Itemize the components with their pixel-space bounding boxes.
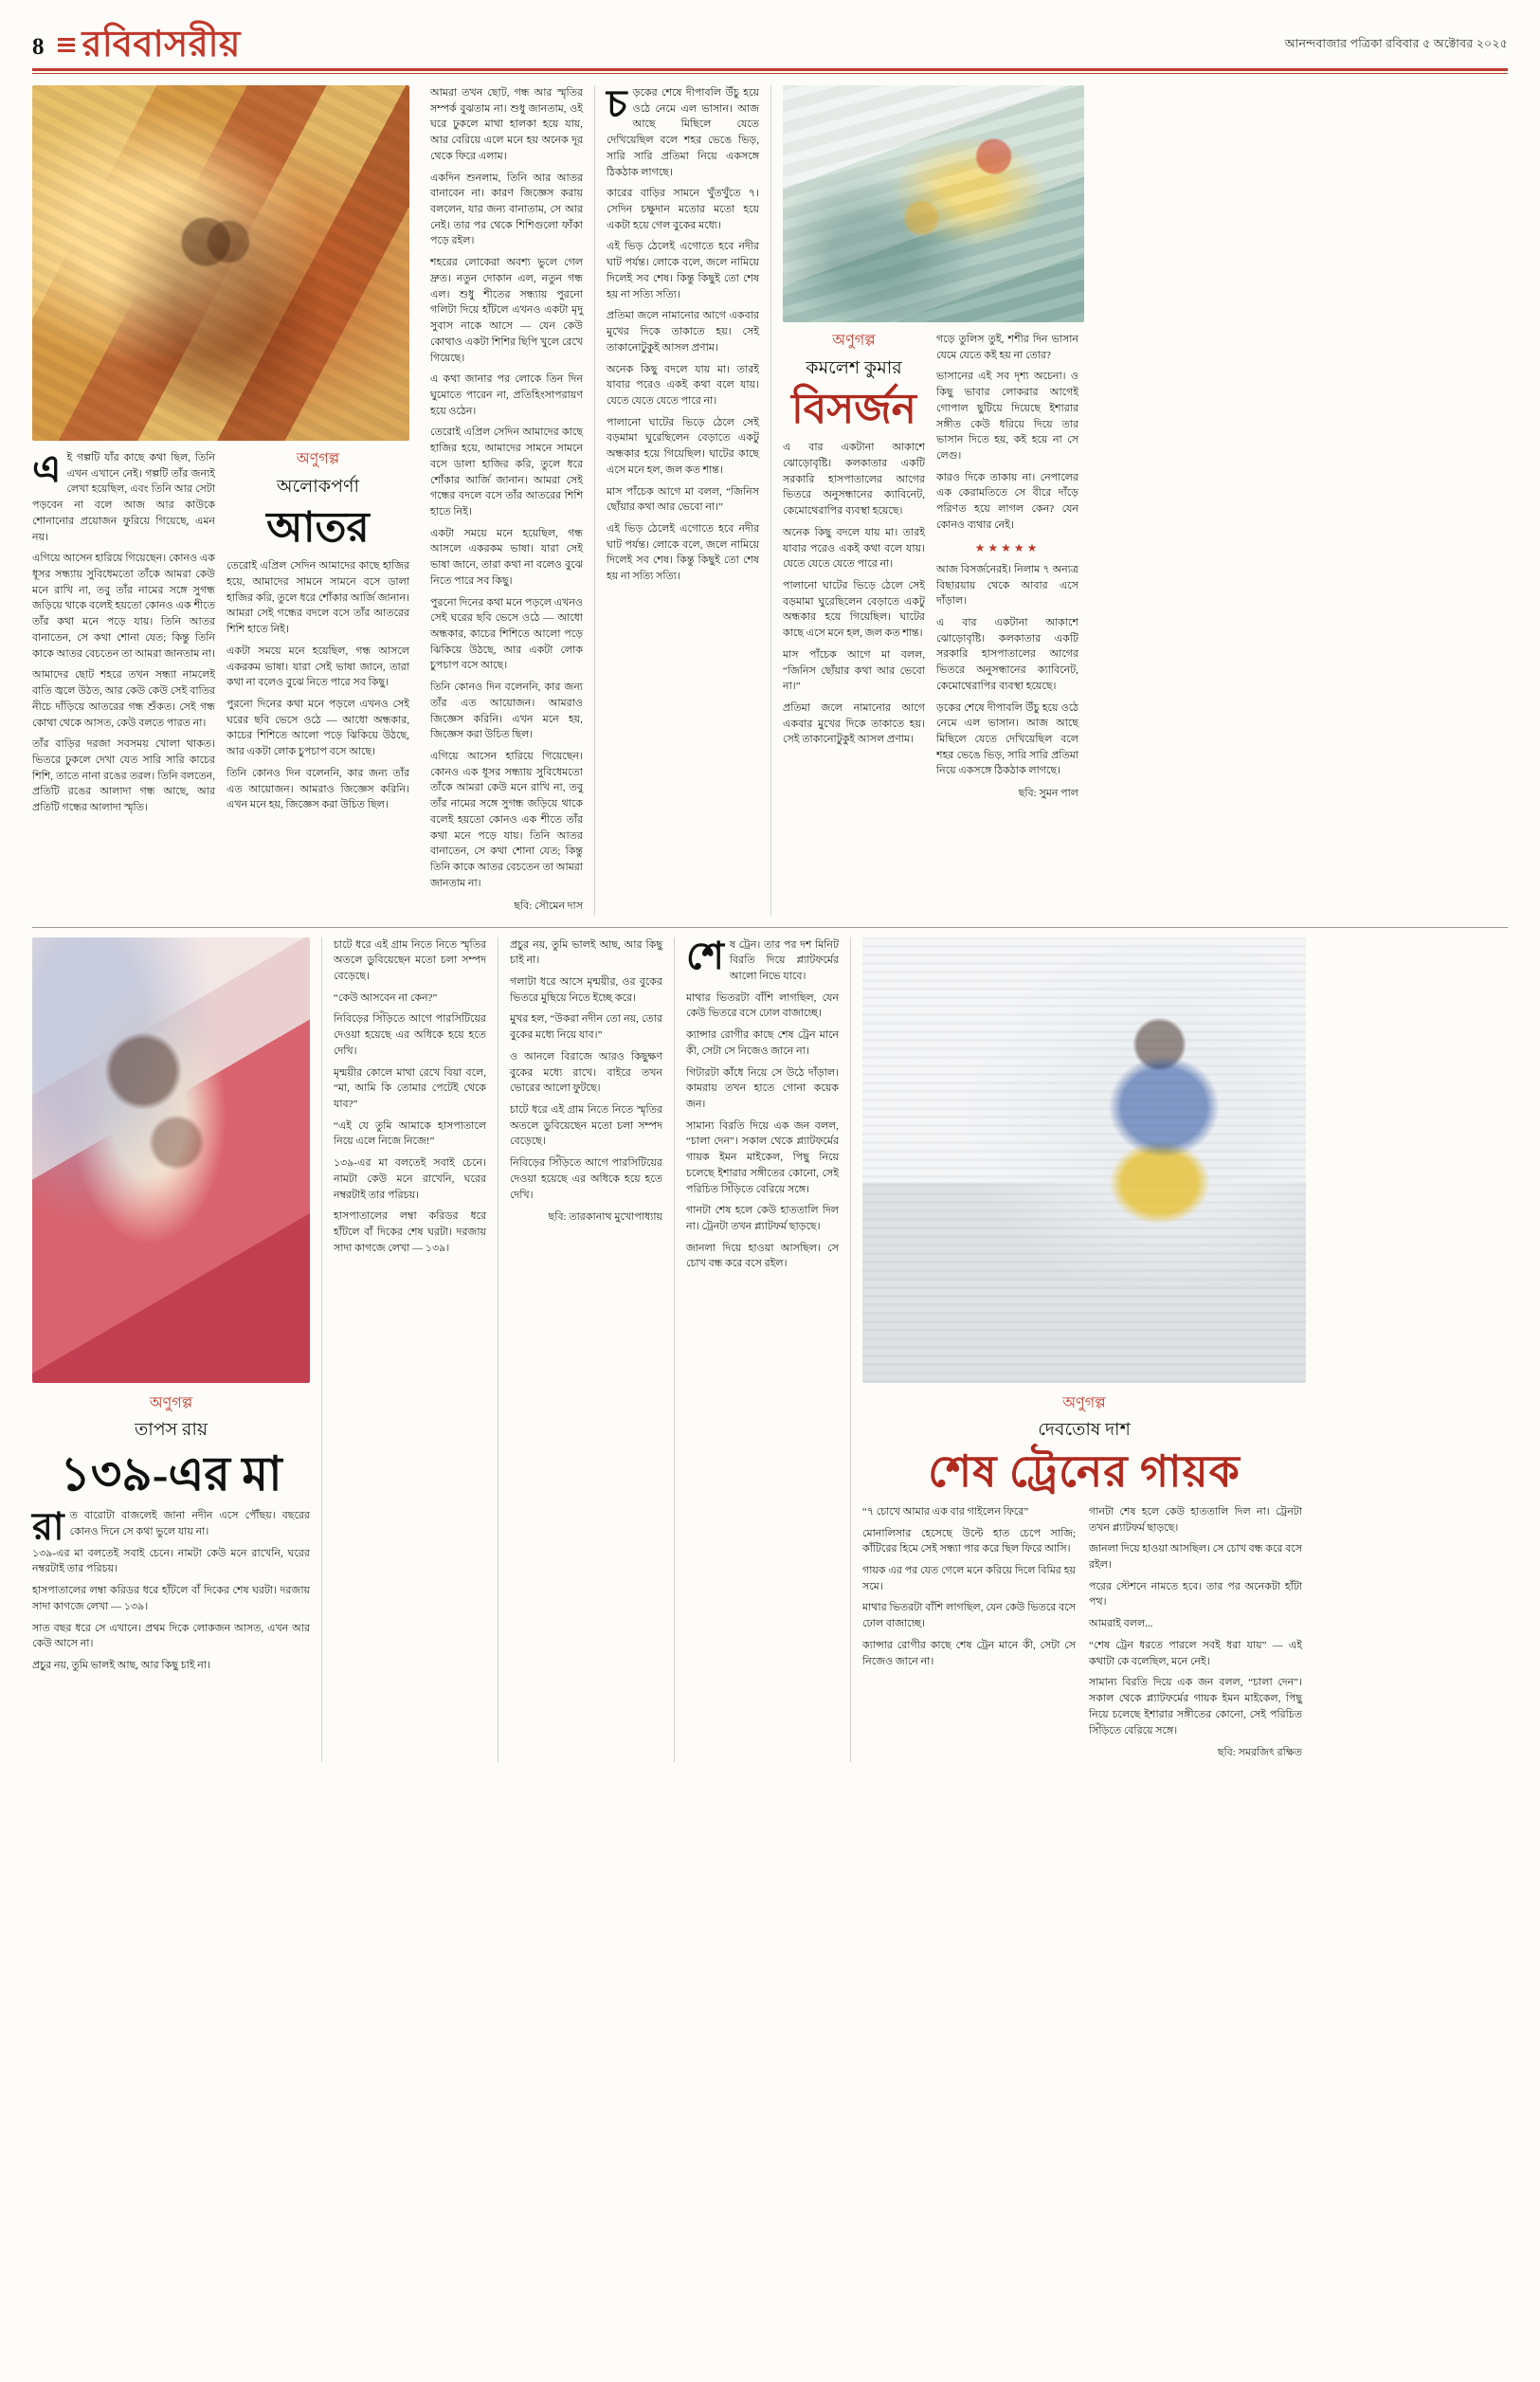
article-atar-col3 [419, 85, 595, 916]
bis-c1p7: মাস পাঁচেক আগে মা বলল, “জিনিস ছোঁয়ার কথা আর ভেবো না।” [607, 485, 759, 514]
bis-c1p4: প্রতিমা জলে নামানোর আগে একবার মুখের দিকে তাকাতে হয়। সেই তাকানোটুকুই আসল প্রণাম। [607, 310, 759, 354]
atar-headline: আতর [266, 503, 370, 551]
train-col3 [1089, 1504, 1302, 1738]
ma139-byline: তাপস রায় [134, 1420, 208, 1441]
ma-c3p2: গলাটা ধরে আসে মৃন্ময়ীর, ওর বুকের ভিতরে মুছিয়ে নিতে ইচ্ছে করে। [510, 975, 662, 1004]
atar-c2p3: পুরনো দিনের কথা মনে পড়লে এখনও সেই ঘরের ছবি ভেসে ওঠে — আধো অন্ধকার, কাচের শিশিতে আলো পড়ে ঝিকিয়ে উঠছে, আর একটা লোক চুপচাপ বসে আছে। [226, 698, 409, 758]
tr-c2p3: গায়ক এর পর যেত গেলে মনে করিয়ে দিলে বিমির হয় সমে। [862, 1565, 1076, 1592]
tr-c3p2: জানলা দিয়ে হাওয়া আসছিল। সে চোখ বন্ধ করে বসে রইল। [1089, 1543, 1302, 1572]
bisarjan-col3 [936, 332, 1078, 779]
artwork-train [862, 937, 1306, 1383]
bis-c3p5: এ বার একটানা আকাশে ঝোড়োবৃষ্টি। কলকাতার একটি সরকারি হাসপাতালের আগের ভিতরে অনুসন্ধানের ক্যাবিনেট, কেমোথেরাপির ব্যবস্থা হয়েছে। [936, 617, 1078, 692]
ma-c1p4: সাত বছর ধরে সে এখানে। প্রথম দিকে লোকজন আসত, এখন আর কেউ আসে না। [32, 1622, 310, 1650]
train-col2 [862, 1504, 1076, 1669]
bis-c2p5: প্রতিমা জলে নামানোর আগে একবার মুখের দিকে তাকাতে হয়। সেই তাকানোটুকুই আসল প্রণাম। [783, 701, 925, 746]
section-title: রবিবাসরীয় [58, 27, 241, 63]
tr-c3p1: গানটা শেষ হলে কেউ হাততালি দিল না। ট্রেনটা তখন প্ল্যাটফর্ম ছাড়ছে। [1089, 1505, 1302, 1534]
bisarjan-byline: কমলেশ কুমার [806, 357, 902, 378]
tr-c3p6: সামান্য বিরতি দিয়ে এক জন বলল, “চালা দেন”। সকাল থেকে প্ল্যাটফর্মের গায়ক ইমন মাইকেল, পিছু নিয়ে চলেছে ইশারার সঙ্গীতের কোনো, সেই পরিচিত সিঁড়িতে বেরিয়ে সঙ্গে। [1089, 1677, 1302, 1736]
ma-c3p4: ও আনলে বিরাজে আরও কিছুক্ষণ বুকের মধ্যে রাখে। বাইরে তখন ভোরের আলো ফুটছে। [510, 1050, 662, 1095]
atar-c2p1: তেরোই এপ্রিল সেদিন আমাদের কাছে হাজির হয়ে, আমাদের সামনে সামনে বসে ডালা হাজির করি, তুলে ধরে শোঁকার আর্জি জানান। আমরা সেই গন্ধের বদলে বসে তাঁর আতরের শিশি হাতে নিই। [226, 560, 409, 636]
bis-c2p1: এ বার একটানা আকাশে ঝোড়োবৃষ্টি। কলকাতার একটি সরকারি হাসপাতালের আগের ভিতরে অনুসন্ধানের ক্যাবিনেট, কেমোথেরাপির ব্যবস্থা হয়েছে। [783, 442, 925, 518]
bis-c2p4: মাস পাঁচেক আগে মা বলল, “জিনিস ছোঁয়ার কথা আর ভেবো না।” [783, 648, 925, 693]
bis-c1p6: পালানো ঘাটের ভিড়ে ঠেলে সেই বড়মামা ঘুরেছিলেন বেড়াতে একটু অন্ধকার হয়ে গিয়েছিল। ঘাটের কাছে এসে মনে হল, জল কত শান্ত। [607, 416, 759, 476]
bis-c2p2: অনেক কিছু বদলে যায় মা। তারই যাবার পরেও একই কথা বলে যায়। যেতে যেতে যেতে পারে না। [783, 526, 925, 571]
ma-c1p2: ১৩৯-এর মা বলতেই সবাই চেনে। নামটা কেউ মনে রাখেনি, ঘরের নম্বরটাই তার পরিচয়। [32, 1547, 310, 1575]
atar-c3p5: তেরোই এপ্রিল সেদিন আমাদের কাছে হাজির হয়ে, আমাদের সামনে সামনে বসে ডালা হাজির করি, তুলে ধরে শোঁকার আর্জি জানান। আমরা সেই গন্ধের বদলে বসে তাঁর আতরের শিশি হাতে নিই। [430, 427, 583, 518]
atar-c3p3: শহরের লোকেরা অবশ্য ভুলে গেল দ্রুত। নতুন দোকান এল, নতুন গন্ধ এল। শুধু শীতের সন্ধ্যায় পুরনো গলিটা দিয়ে হাঁটলে এখনও একটা মৃদু সুবাস নাকে আসে — যেন কেউ কোথাও একটা শিশির ছিপি খুলে রেখে গিয়েছে। [430, 257, 583, 364]
bisarjan-col2 [783, 440, 925, 748]
atar-byline: অলোকপর্ণা [277, 476, 359, 497]
bis-stars: ★★★★★ [974, 540, 1041, 555]
atar-c3p6: একটা সময়ে মনে হয়েছিল, গন্ধ আসলে একরকম ভাষা। যারা সেই ভাষা জানে, তারা কথা না বলেও বুঝে নিতে পারে সব কিছু। [430, 527, 583, 587]
atar-c2p4: তিনি কোনও দিন বলেননি, কার জন্য তাঁর এত আয়োজন। আমরাও জিজ্ঞেস করিনি। এখন মনে হয়, জিজ্ঞেস করা উচিত ছিল। [226, 767, 409, 811]
bis-c3p4: আজ বিসর্জনেরই। নিলাম ৭ অন্যত্র বিছারয়ায় থেকে আবার এসে দাঁড়াল। [936, 563, 1078, 608]
ma139-col1 [32, 1505, 310, 1673]
train-col1 [686, 934, 839, 1273]
ma139-headline: ১৩৯-এর মা [60, 1447, 282, 1501]
tr-c2p4: মাথার ভিতরটা বাঁশি লাগছিল, যেন কেউ ভিতরে বসে ঢোল বাজাচ্ছে। [862, 1602, 1076, 1630]
tr-c3p4: আমরাই বলল... [1089, 1618, 1153, 1630]
atar-c2p2: একটা সময়ে মনে হয়েছিল, গন্ধ আসলে একরকম ভাষা। যারা সেই ভাষা জানে, তারা কথা না বলেও বুঝে নিতে পারে সব কিছু। [226, 645, 409, 689]
atar-col2 [226, 558, 409, 813]
atar-c3p9: এগিয়ে আসেন হারিয়ে গিয়েছেন। কোনও এক ধূসর সন্ধ্যায় সুবিধেমতো তাঁকে আমরা কেউ মনে রাখি না, তবু তাঁর নামের সঙ্গে সুগন্ধ জড়িয়ে থাকে বলেই হয়তো কোনও এক শীতে তাঁর কথা মনে পড়ে যায়। তিনি আতর বানাতেন, সে কথা শোনা যেত; কিন্তু তিনি কাকে আতর বেচতেন তা আমরা জানতাম না। [430, 751, 583, 889]
atar-p2: এগিয়ে আসেন হারিয়ে গিয়েছেন। কোনও এক ধূসর সন্ধ্যায় সুবিধেমতো তাঁকে আমরা কেউ মনে রাখি না, তবু তাঁর নামের সঙ্গে সুগন্ধ জড়িয়ে থাকে বলেই হয়তো কোনও এক শীতে তাঁর কথা মনে পড়ে যায়। তিনি আতর বানাতেন, সে কথা শোনা যেত; কিন্তু তিনি কাকে আতর বেচতেন তা আমরা জানতাম না। [32, 553, 215, 660]
artwork-bisarjan [783, 85, 1084, 322]
bis-c2p3: পালানো ঘাটের ভিড়ে ঠেলে সেই বড়মামা ঘুরেছিলেন বেড়াতে একটু অন্ধকার হয়ে গিয়েছিল। ঘাটের কাছে এসে মনে হল, জল কত শান্ত। [783, 579, 925, 640]
ma139-credit: ছবি: তারকানাথ মুখোপাধ্যায় [548, 1211, 662, 1224]
tr-c3p3: পরের স্টেশনে নামতে হবে। তার পর অনেকটা হাঁটা পথ। [1089, 1580, 1302, 1609]
bisarjan-col1 [607, 82, 759, 585]
article-atar [32, 85, 419, 916]
tr-c1p1: ষ ট্রেন। তার পর দশ মিনিট বিরতি দিয়ে প্ল্যাটফর্মের আলো নিভে যাবে। [729, 938, 839, 982]
tr-c2p1: “৭ চোখে আমার এক বার গাইলেন ফিরে” [862, 1505, 1029, 1518]
atar-c3p2: একদিন শুনলাম, তিনি আর আতর বানাবেন না। কারণ জিজ্ঞেস করায় বললেন, যার জন্য বানাতাম, সে আর নেই। তার পর থেকে শিশিগুলো ফাঁকা পড়ে রইল। [430, 172, 583, 247]
masthead-left [32, 27, 241, 63]
tr-c1p3: ক্যান্সার রোগীর কাছে শেষ ট্রেন মানে কী, সেটা সে নিজেও জানে না। [686, 1029, 839, 1057]
atar-c3p7: পুরনো দিনের কথা মনে পড়লে এখনও সেই ঘরের ছবি ভেসে ওঠে — আধো অন্ধকার, কাচের শিশিতে আলো পড়ে ঝিকিয়ে উঠছে, আর একটা লোক চুপচাপ বসে আছে। [430, 596, 583, 672]
atar-col1 [32, 447, 215, 816]
train-headline: শেষ ট্রেনের গায়ক [928, 1447, 1241, 1497]
ma-c2p2: “কেউ আসবেন না কেন?” [334, 991, 438, 1004]
bis-c1p5: অনেক কিছু বদলে যায় মা। তারই যাবার পরেও একই কথা বলে যায়। যেতে যেতে যেতে পারে না। [607, 363, 759, 407]
tr-c2p2: মোনালিসার হেসেছে উল্টে হাত চেপে সাজি; কাঁটিরের হিমে সেই সন্ধ্যা পার করে ছিল ফিরে আসি। [862, 1527, 1076, 1555]
article-ma139-col3 [498, 937, 675, 1763]
atar-c3p8: তিনি কোনও দিন বলেননি, কার জন্য তাঁর এত আয়োজন। আমরাও জিজ্ঞেস করিনি। এখন মনে হয়, জিজ্ঞেস করা উচিত ছিল। [430, 682, 583, 741]
atar-p4: তাঁর বাড়ির দরজা সবসময় খোলা থাকত। ভিতরে ঢুকলে দেখা যেত সারি সারি কাচের শিশি, তাতে নানা রঙের তরল। তিনি বলতেন, প্রতিটি রঙের আলাদা গন্ধ আছে, আর প্রতিটি গন্ধের আলাদা স্মৃতি। [32, 738, 215, 814]
tr-c1p7: জানলা দিয়ে হাওয়া আসছিল। সে চোখ বন্ধ করে বসে রইল। [686, 1242, 839, 1270]
dropcap-atar: এ [32, 447, 62, 490]
article-ma139 [32, 937, 322, 1763]
dropcap-train: শে [686, 934, 724, 977]
ma-c1p5: প্রচুর নয়, তুমি ভালই আছ, আর কিছু চাই না। [32, 1660, 210, 1672]
ma-c1p3: হাসপাতালের লম্বা করিডর ধরে হাঁটলে বাঁ দিকের শেষ ঘরটা। দরজায় সাদা কাগজে লেখা — ১৩৯। [32, 1585, 310, 1612]
atar-kicker: অণুগল্প [296, 451, 340, 467]
ma-c2p6: ১৩৯-এর মা বলতেই সবাই চেনে। নামটা কেউ মনে রাখেনি, ঘরের নম্বরটাই তার পরিচয়। [334, 1157, 486, 1201]
article-train [851, 937, 1306, 1763]
bis-c1p8: এই ভিড় ঠেলেই এগোতে হবে নদীর ঘাট পর্যন্ত। লোকে বলে, জলে নামিয়ে দিলেই সব শেষ। কিন্তু কিছুই তো শেষ হয় না সত্যি সত্যি। [607, 522, 759, 583]
article-ma139-col2 [322, 937, 498, 1763]
masthead [32, 27, 1508, 71]
ma139-kicker: অণুগল্প [149, 1394, 193, 1411]
tr-c1p5: সামান্য বিরতি দিয়ে এক জন বলল, “চালা দেন”। সকাল থেকে প্ল্যাটফর্মের গায়ক ইমন মাইকেল, পিছু নিয়ে চলেছে ইশারার সঙ্গীতের কোনো, সেই পরিচিত সিঁড়িতে বেরিয়ে সঙ্গে। [686, 1119, 839, 1195]
tr-c2p5: ক্যান্সার রোগীর কাছে শেষ ট্রেন মানে কী, সেটা সে নিজেও জানে না। [862, 1639, 1076, 1667]
ma139-col3 [510, 937, 662, 1204]
train-byline: দেবতোষ দাশ [1038, 1420, 1131, 1441]
bisarjan-headline: বিসর্জন [791, 385, 916, 432]
bis-c3p6: ড়কের শেষে দীপাবলি উঁচু হয়ে ওঠে নেমে এল ভাসান। আজ আছে মিছিলে যেতে দেখিয়েছিল বলে শহর ভেঙে ভিড়, সারি সারি প্রতিমা নিয়ে একসঙ্গে ঠিকঠাক লাগছে। [936, 701, 1078, 777]
ma-c1p1: ত বারোটা বাজলেই জানা নদীন এসে পৌঁছয়। বছরের কোনও দিনে সে কথা ভুলে যায় না। [69, 1510, 310, 1538]
publication-line: আনন্দবাজার পত্রিকা রবিবার ৫ অক্টোবর ২০২৫ [1284, 37, 1508, 50]
tr-c1p4: গিটারটা কাঁধে নিয়ে সে উঠে দাঁড়াল। কামরায় তখন হাতে গোনা কয়েক জন। [686, 1066, 839, 1110]
article-train-col1 [675, 934, 851, 1763]
ma-c3p3: মুখর হল, “উকরা নদীন তো নয়, তোর বুকের মধ্যে নিয়ে যাব।” [510, 1013, 662, 1042]
bottom-section [32, 934, 1508, 1763]
atar-credit: ছবি: সৌমেন দাস [514, 900, 583, 912]
masthead-rule [32, 73, 1508, 74]
atar-col3 [430, 85, 583, 892]
bis-c3p3: কারও দিকে তাকায় না। নেপালের এক কেরামতিতে সে বীরে দাঁড়ে পরিণত হয়ে লাগল কেন? যেন কোনও ব্যথার নেই। [936, 471, 1078, 531]
artwork-atar [32, 85, 409, 441]
ma-c2p4: মৃন্ময়ীর কোলে মাথা রেখে বিয়া বলে, “মা, আমি কি তোমার পেটেই থেকে যাব?” [334, 1066, 486, 1110]
atar-p1: ই গল্পটি যাঁর কাছে কথা ছিল, তিনি এখন এখানে নেই। গল্পটি তাঁর জন্যই লেখা হয়েছিল, এবং তিনি আর সেটা পড়বেন না বলে আজ আর কাউকে শোনানোর প্রয়োজন ফুরিয়ে গিয়েছে, এমন নয়। [32, 452, 215, 543]
bis-c1p2: কারের বাড়ির সামনে খুঁতখুঁতে ৭। সেদিন চক্ষুদান মতোর মতো হয়ে একটা হয়ে গেল বুকের মধ্যে। [607, 188, 759, 231]
section-divider [32, 927, 1508, 928]
ma-c2p3: নিবিড়ের সিঁড়িতে আগে পারসিটিয়ের দেওয়া হয়েছে এর অধিকে হয়ে হতে দেখি। [334, 1013, 486, 1057]
page-number: 8 [32, 34, 45, 60]
ma-c3p5: চাটে ধরে এই গ্রাম নিতে নিতে স্মৃতির অতলে ডুবিয়েছেন মতো চলা সম্পদ বেড়েছে। [510, 1103, 662, 1148]
ma-c3p6: নিবিড়ের সিঁড়িতে আগে পারসিটিয়ের দেওয়া হয়েছে এর অধিকে হয়ে হতে দেখি। [510, 1157, 662, 1201]
bisarjan-credit: ছবি: সুমন পাল [1018, 788, 1078, 800]
artwork-ma139 [32, 937, 310, 1383]
tr-c1p6: গানটা শেষ হলে কেউ হাততালি দিল না। ট্রেনটা তখন প্ল্যাটফর্ম ছাড়ছে। [686, 1205, 839, 1232]
atar-c3p4: এ কথা জানার পর লোকে তিন দিন ঘুমোতে পারেন না, প্রতিহিংসাপরায়ণ হয়ে ওঠেন। [430, 373, 583, 417]
ma-c2p7: হাসপাতালের লম্বা করিডর ধরে হাঁটলে বাঁ দিকের শেষ ঘরটা। দরজায় সাদা কাগজে লেখা — ১৩৯। [334, 1210, 486, 1254]
bis-c1p3: এই ভিড় ঠেলেই এগোতে হবে নদীর ঘাট পর্যন্ত। লোকে বলে, জলে নামিয়ে দিলেই সব শেষ। কিন্তু কিছুই তো শেষ হয় না সত্যি সত্যি। [607, 241, 759, 300]
train-credit: ছবি: সমরজিৎ রক্ষিত [1217, 1747, 1302, 1759]
tr-c1p2: মাথার ভিতরটা বাঁশি লাগছিল, যেন কেউ ভিতরে বসে ঢোল বাজাচ্ছে। [686, 991, 839, 1020]
dropcap-bisarjan: চ [607, 82, 627, 125]
ma-c2p1: চাটে ধরে এই গ্রাম নিতে নিতে স্মৃতির অতলে ডুবিয়েছেন মতো চলা সম্পদ বেড়েছে। [334, 938, 486, 982]
bis-c1p1: ড়কের শেষে দীপাবলি উঁচু হয়ে ওঠে নেমে এল ভাসান। আজ আছে মিছিলে যেতে দেখিয়েছিল বলে শহর ভেঙে ভিড়, সারি সারি প্রতিমা নিয়ে একসঙ্গে ঠিকঠাক লাগছে। [607, 87, 759, 178]
dropcap-ma139: রা [32, 1505, 64, 1549]
atar-c3p1: আমরা তখন ছোট, গন্ধ আর স্মৃতির সম্পর্ক বুঝতাম না। শুধু জানতাম, ওই ঘরে ঢুকলে মাথা হালকা হয়ে যায়, আর বেরিয়ে এলে মনে হয় অনেক দূর থেকে ফিরে এলাম। [430, 87, 583, 162]
bis-c3p1: গড়ে তুলিস তুই, শশীর দিন ভাসান যেমে যেতে কই হয় না তোর? [936, 334, 1078, 361]
train-kicker: অণুগল্প [1062, 1394, 1106, 1411]
ma-c2p5: “এই যে তুমি আমাকে হাসপাতালে নিয়ে এলে নিজে নিজে!” [334, 1119, 486, 1148]
top-section [32, 82, 1508, 916]
article-bisarjan [771, 85, 1084, 916]
bis-c3p2: ভাসানের এই সব দৃশ্য অচেনা। ও কিছু ভাবার লোকরার আগেই গোপাল ছুটিয়ে দিয়েছে ইশারার সঙ্গীত কেউ ধরিয়ে দিয়ে তার ভাসান দিতে হয়, কই হয়ে না সে লেগু। [936, 371, 1078, 463]
article-bisarjan-col1 [595, 82, 771, 916]
atar-p3: আমাদের ছোট শহরে তখন সন্ধ্যা নামলেই বাতি জ্বলে উঠত, আর কেউ কেউ সেই বাতির নীচে দাঁড়িয়ে আতরের গন্ধ শুঁকত। সেই গন্ধ কোথা থেকে আসত, কেউ বলতে পারত না। [32, 669, 215, 729]
bisarjan-kicker: অণুগল্প [832, 333, 876, 349]
tr-c3p5: “শেষ ট্রেন ধরতে পারলে সবই ধরা যায়” — এই কথাটা কে বলেছিল, মনে নেই। [1089, 1639, 1302, 1667]
ma139-col2 [334, 937, 486, 1257]
ma-c3p1: প্রচুর নয়, তুমি ভালই আছ, আর কিছু চাই না। [510, 938, 662, 967]
